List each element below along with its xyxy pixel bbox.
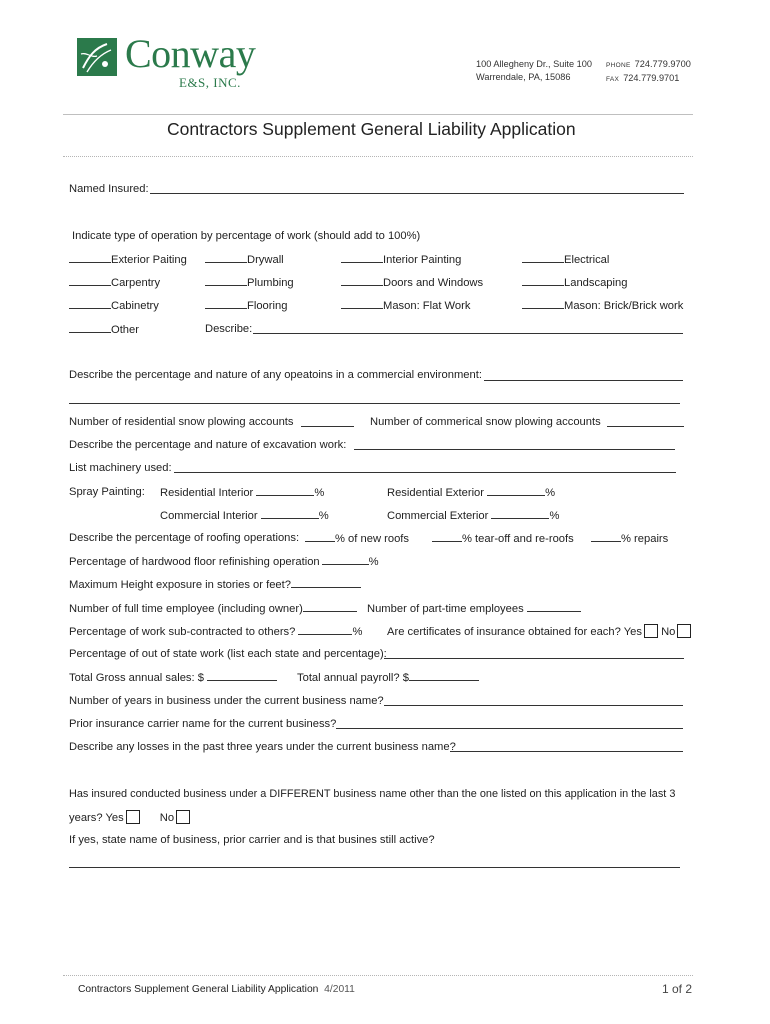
residential-interior: [160, 485, 324, 500]
different-name-yes-label: years? Yes: [69, 812, 124, 824]
percent-sign: %: [318, 510, 329, 522]
op-cabinetry-field[interactable]: [69, 298, 111, 309]
op-interior-painting-field[interactable]: [341, 252, 383, 263]
machinery-label: List machinery used:: [69, 462, 172, 474]
op-exterior-painting-field[interactable]: [69, 252, 111, 263]
years-in-business-field[interactable]: [384, 705, 683, 706]
full-time-label: Number of full time employee (including owner): [69, 603, 303, 615]
percent-sign: %: [549, 510, 560, 522]
different-name-no-checkbox[interactable]: [176, 810, 190, 824]
commercial-exterior: [387, 508, 559, 523]
percent-sign: %: [545, 487, 556, 499]
op-doors-windows-label: Doors and Windows: [383, 277, 484, 289]
company-subtitle: E&S, INC.: [179, 75, 241, 90]
max-height-label: Maximum Height exposure in stories or feet?: [69, 579, 291, 591]
roofing-tear-off-label: % tear-off and re-roofs: [462, 533, 574, 545]
op-mason-flat-label: Mason: Flat Work: [383, 300, 471, 312]
certificates-no-label: No: [661, 626, 676, 638]
spray-painting-label: Spray Painting:: [69, 486, 145, 498]
full-time: [69, 601, 357, 616]
footer-divider: [63, 975, 693, 976]
company-name: Conway: [125, 31, 256, 76]
roofing-new-field[interactable]: [305, 531, 335, 542]
roofing-repairs-label: % repairs: [621, 533, 669, 545]
roofing-repairs: [591, 531, 668, 546]
footer-date: 4/2011: [324, 984, 355, 995]
page-number: 1 of 2: [662, 982, 693, 996]
op-mason-flat: [341, 298, 470, 313]
roofing-repairs-field[interactable]: [591, 531, 621, 542]
op-carpentry: [69, 275, 160, 290]
out-of-state-field[interactable]: [384, 658, 684, 659]
residential-interior-field[interactable]: [256, 485, 314, 496]
op-flooring-label: Flooring: [247, 300, 288, 312]
operation-intro: Indicate type of operation by percentage of work (should add to 100%): [72, 230, 421, 242]
annual-payroll-label: Total annual payroll? $: [297, 672, 409, 684]
op-flooring-field[interactable]: [205, 298, 247, 309]
commercial-env-field[interactable]: [484, 380, 683, 381]
op-flooring: [205, 298, 287, 313]
op-landscaping: [522, 275, 627, 290]
commercial-env-label: Describe the percentage and nature of any opeatoins in a commercial environment:: [69, 369, 482, 381]
op-doors-windows-field[interactable]: [341, 275, 383, 286]
op-doors-windows: [341, 275, 483, 290]
if-yes-field[interactable]: [69, 867, 680, 868]
different-name-answer: [69, 810, 190, 825]
phone-label: PHONE: [606, 62, 631, 69]
losses-field[interactable]: [450, 751, 683, 752]
different-name-no-label: No: [159, 812, 175, 824]
different-name-question: Has insured conducted business under a DIFFERENT business name other than the one listed on this application in the last 3: [69, 788, 676, 800]
named-insured-label: Named Insured:: [69, 183, 149, 195]
percent-sign: %: [352, 626, 363, 638]
op-cabinetry: [69, 298, 159, 313]
certificates: [387, 624, 691, 639]
op-mason-brick: [522, 298, 683, 313]
fax-value: 724.779.9701: [623, 73, 680, 83]
roofing-label: Describe the percentage of roofing operations:: [69, 532, 300, 544]
op-cabinetry-label: Cabinetry: [111, 300, 159, 312]
op-other: [69, 322, 139, 337]
machinery-field[interactable]: [174, 472, 676, 473]
op-mason-brick-field[interactable]: [522, 298, 564, 309]
prior-carrier-label: Prior insurance carrier name for the current business?: [69, 718, 337, 730]
max-height: [69, 577, 361, 592]
commercial-snow-field[interactable]: [607, 426, 684, 427]
op-drywall-field[interactable]: [205, 252, 247, 263]
op-carpentry-field[interactable]: [69, 275, 111, 286]
op-drywall-label: Drywall: [247, 254, 284, 266]
certificates-no-checkbox[interactable]: [677, 624, 691, 638]
op-landscaping-label: Landscaping: [564, 277, 628, 289]
hardwood-field[interactable]: [322, 554, 369, 565]
losses-label: Describe any losses in the past three years under the current business name?: [69, 741, 456, 753]
gross-sales-label: Total Gross annual sales: $: [69, 672, 204, 684]
address-block: [476, 58, 592, 84]
op-plumbing-label: Plumbing: [247, 277, 294, 289]
op-other-field[interactable]: [69, 322, 111, 333]
subcontracted-field[interactable]: [298, 624, 352, 635]
phone-value: 724.779.9700: [634, 59, 691, 69]
op-landscaping-field[interactable]: [522, 275, 564, 286]
residential-snow-field[interactable]: [301, 426, 354, 427]
roofing-tear-off: [432, 531, 574, 546]
logo-mark-icon: [77, 38, 117, 76]
address-line-2: Warrendale, PA, 15086: [476, 72, 571, 82]
excavation-field[interactable]: [354, 449, 675, 450]
op-electrical-label: Electrical: [564, 254, 610, 266]
op-plumbing: [205, 275, 294, 290]
years-in-business-label: Number of years in business under the current business name?: [69, 695, 384, 707]
commercial-exterior-field[interactable]: [491, 508, 549, 519]
contact-block: [606, 58, 691, 86]
op-mason-flat-field[interactable]: [341, 298, 383, 309]
op-describe-label: Describe:: [205, 323, 253, 335]
footer-title-text: Contractors Supplement General Liability Application: [78, 984, 319, 995]
annual-payroll-field[interactable]: [409, 670, 479, 681]
commercial-exterior-label: Commercial Exterior: [387, 510, 489, 522]
different-name-yes-checkbox[interactable]: [126, 810, 140, 824]
op-electrical: [522, 252, 609, 267]
percent-sign: %: [368, 556, 379, 568]
part-time-field[interactable]: [527, 601, 581, 612]
max-height-field[interactable]: [291, 577, 361, 588]
address-line-1: 100 Allegheny Dr., Suite 100: [476, 59, 592, 69]
op-carpentry-label: Carpentry: [111, 277, 161, 289]
footer-title: [78, 983, 355, 997]
roofing-new-label: % of new roofs: [335, 533, 409, 545]
title-divider: [63, 156, 693, 157]
commercial-snow-label: Number of commerical snow plowing accounts: [370, 416, 601, 428]
fax-label: FAX: [606, 76, 620, 83]
certificates-label: Are certificates of insurance obtained for each? Yes: [387, 626, 642, 638]
annual-payroll: [297, 670, 479, 685]
op-interior-painting: [341, 252, 461, 267]
named-insured-field[interactable]: [150, 193, 684, 194]
commercial-env-field-2[interactable]: [69, 403, 680, 404]
out-of-state-label: Percentage of out of state work (list each state and percentage):: [69, 648, 387, 660]
full-time-field[interactable]: [303, 601, 357, 612]
company-logo: [77, 31, 277, 92]
roofing-new: [305, 531, 409, 546]
gross-sales: [69, 670, 277, 685]
residential-snow-label: Number of residential snow plowing accounts: [69, 416, 294, 428]
hardwood: [69, 554, 379, 569]
op-other-label: Other: [111, 324, 139, 336]
op-drywall: [205, 252, 284, 267]
op-interior-painting-label: Interior Painting: [383, 254, 462, 266]
excavation-label: Describe the percentage and nature of excavation work:: [69, 439, 347, 451]
roofing-tear-off-field[interactable]: [432, 531, 462, 542]
residential-exterior-field[interactable]: [487, 485, 545, 496]
commercial-interior: [160, 508, 329, 523]
residential-interior-label: Residential Interior: [160, 487, 254, 499]
op-plumbing-field[interactable]: [205, 275, 247, 286]
residential-exterior-label: Residential Exterior: [387, 487, 485, 499]
header-divider: [63, 114, 693, 115]
part-time-label: Number of part-time employees: [367, 603, 524, 615]
commercial-interior-field[interactable]: [261, 508, 319, 519]
if-yes-label: If yes, state name of business, prior carrier and is that busines still active?: [69, 834, 435, 846]
certificates-yes-checkbox[interactable]: [644, 624, 658, 638]
subcontracted-label: Percentage of work sub-contracted to others?: [69, 626, 296, 638]
percent-sign: %: [314, 487, 325, 499]
prior-carrier-field[interactable]: [336, 728, 683, 729]
subcontracted: [69, 624, 362, 639]
op-electrical-field[interactable]: [522, 252, 564, 263]
hardwood-label: Percentage of hardwood floor refinishing operation: [69, 556, 320, 568]
op-exterior-painting: [69, 252, 187, 267]
op-mason-brick-label: Mason: Brick/Brick work: [564, 300, 684, 312]
op-describe-field[interactable]: [253, 333, 683, 334]
part-time: [367, 601, 581, 616]
commercial-interior-label: Commercial Interior: [160, 510, 258, 522]
op-exterior-painting-label: Exterior Paiting: [111, 254, 187, 266]
residential-exterior: [387, 485, 555, 500]
gross-sales-field[interactable]: [207, 670, 277, 681]
form-title: Contractors Supplement General Liability Application: [167, 119, 576, 139]
